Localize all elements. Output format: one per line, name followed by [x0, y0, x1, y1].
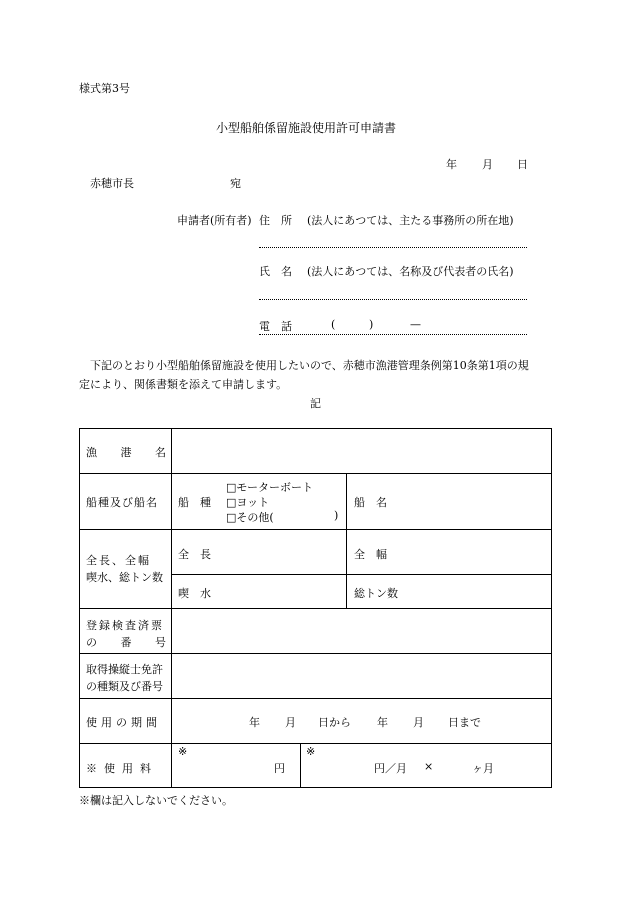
addressee-name: 赤穂市長 — [90, 177, 134, 190]
footnote: ※欄は記入しないでください。 — [79, 794, 233, 807]
applicant-label: 申請者(所有者) — [177, 214, 252, 227]
phone-open-paren: ( — [331, 318, 336, 331]
page-title: 小型船舶係留施設使用許可申請書 — [216, 121, 397, 135]
option-other-close: ) — [334, 509, 339, 522]
date-year: 年 — [446, 158, 457, 171]
license-field[interactable] — [172, 654, 551, 698]
phone-close-paren: ) — [369, 318, 374, 331]
period-to: 日まで — [448, 716, 481, 729]
date-month: 月 — [482, 158, 493, 171]
draft-label: 喫 水 — [178, 587, 211, 600]
length-label: 全 長 — [178, 548, 211, 561]
dimensions-label-line-2: 喫水、総トン数 — [86, 571, 163, 584]
option-motorboat[interactable]: □モーターボート — [226, 481, 313, 494]
form-number: 様式第3号 — [79, 82, 130, 95]
address-line[interactable] — [259, 247, 527, 248]
period-label: 使用の期間 — [86, 716, 161, 729]
fee-mark-2: ※ — [306, 745, 316, 758]
period-year-2: 年 — [377, 716, 388, 729]
name-line[interactable] — [259, 299, 527, 300]
address-note: (法人にあつては、主たる事務所の所在地) — [307, 214, 514, 227]
tonnage-label: 総トン数 — [354, 587, 398, 600]
fee-mark-1: ※ — [178, 745, 188, 758]
fee-months: ヶ月 — [472, 762, 494, 775]
period-month-2: 月 — [413, 716, 424, 729]
phone-label: 電 話 — [259, 320, 292, 333]
option-yacht[interactable]: □ヨット — [226, 496, 270, 509]
period-month-1: 月 — [285, 716, 296, 729]
vessel-type-name-label: 船種及び船名 — [86, 496, 158, 509]
license-label-line-1: 取得操縦士免許 — [86, 663, 163, 676]
period-year-1: 年 — [249, 716, 260, 729]
body-line-1: 下記のとおり小型船舶係留施設を使用したいので、赤穂市漁港管理条例第10条第1項の規 — [90, 359, 529, 372]
dimensions-label-line-1: 全長、全幅 — [86, 554, 151, 567]
fishing-port-label: 漁 港 名 — [86, 446, 166, 459]
address-label: 住 所 — [259, 214, 292, 227]
width-label: 全 幅 — [354, 548, 387, 561]
fishing-port-field[interactable] — [172, 429, 551, 473]
name-label: 氏 名 — [259, 265, 292, 278]
name-note: (法人にあつては、名称及び代表者の氏名) — [307, 265, 514, 278]
fee-times: × — [424, 760, 434, 773]
period-from: 日から — [318, 716, 351, 729]
vessel-type-label: 船 種 — [178, 496, 211, 509]
option-other[interactable]: □その他( — [226, 511, 274, 524]
phone-dash: — — [410, 318, 421, 331]
ki-heading: 記 — [310, 397, 321, 410]
registration-label-line-2: の 番 号 — [86, 636, 166, 649]
date-day: 日 — [517, 158, 528, 171]
fee-label: ※使用料 — [86, 762, 158, 775]
vessel-name-label: 船 名 — [354, 496, 387, 509]
registration-label-line-1: 登録検査済票 — [86, 619, 164, 632]
registration-field[interactable] — [172, 609, 551, 653]
phone-line[interactable] — [259, 334, 527, 335]
body-line-2: 定により、関係書類を添えて申請します。 — [79, 378, 288, 391]
addressee-honorific: 宛 — [230, 177, 241, 190]
fee-rate: 円／月 — [374, 762, 407, 775]
license-label-line-2: の種類及び番号 — [86, 680, 163, 693]
fee-yen: 円 — [274, 762, 285, 775]
